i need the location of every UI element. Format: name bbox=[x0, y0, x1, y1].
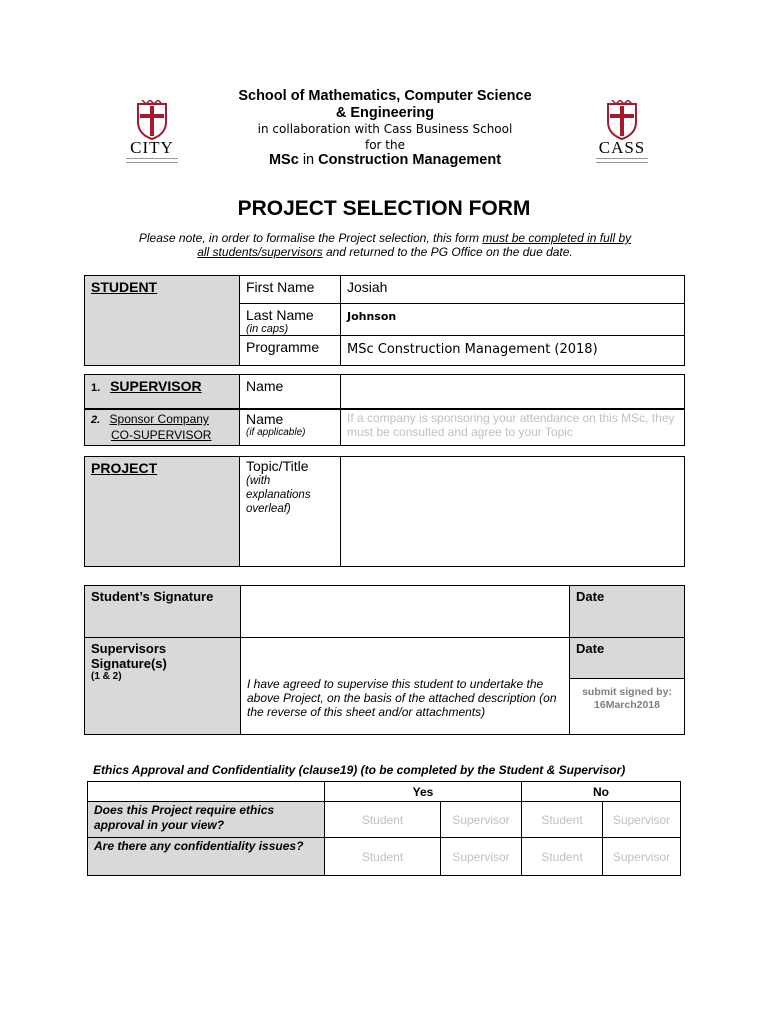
programme-value: MSc Construction Management (2018) bbox=[347, 342, 598, 357]
supervisors-signature-label: Supervisors Signature(s) bbox=[91, 641, 167, 671]
ethics-yes-student[interactable]: Student bbox=[325, 802, 441, 838]
topic-label-cell bbox=[240, 457, 341, 567]
ethics-no-supervisor[interactable]: Supervisor bbox=[603, 802, 681, 838]
confidentiality-yes-supervisor[interactable]: Supervisor bbox=[441, 838, 522, 876]
supervisor-name-label: Name bbox=[246, 378, 284, 394]
school-line-1: School of Mathematics, Computer Science bbox=[238, 88, 532, 104]
for-line: for the bbox=[364, 138, 405, 152]
school-name bbox=[200, 88, 570, 122]
sponsor-company-label: Sponsor Company bbox=[109, 412, 209, 426]
cass-logo-word: CASS bbox=[598, 138, 646, 157]
school-line-2: & Engineering bbox=[335, 105, 435, 121]
supervisor-name-label-cell bbox=[240, 375, 341, 409]
co-supervisor-number: 2. bbox=[91, 414, 101, 426]
city-crest-icon bbox=[136, 100, 168, 140]
supervisors-signature-hint: (1 & 2) bbox=[91, 671, 122, 682]
supervisor-label: SUPERVISOR bbox=[110, 378, 202, 394]
cass-crest-icon bbox=[606, 100, 638, 140]
confidentiality-yes-student[interactable]: Student bbox=[325, 838, 441, 876]
supervisors-date-box[interactable] bbox=[570, 638, 684, 679]
supervisors-signature-label-cell bbox=[85, 638, 241, 735]
last-name-field[interactable] bbox=[341, 304, 685, 336]
student-signature-label: Student’s Signature bbox=[91, 589, 214, 604]
topic-label: Topic/Title bbox=[246, 458, 309, 474]
supervisor-label-wrap bbox=[85, 375, 239, 397]
ethics-heading: Ethics Approval and Confidentiality (clause19) (to be completed by the Student & Supervisor) bbox=[93, 763, 626, 777]
submit-deadline-note: submit signed by: 16March2018 bbox=[582, 686, 672, 711]
student-signature-field[interactable] bbox=[241, 586, 570, 638]
form-title: PROJECT SELECTION FORM bbox=[237, 197, 531, 220]
note-part-1: Please note, in order to formalise the Project selection, this form bbox=[138, 231, 483, 245]
ethics-question: Does this Project require ethics approval in your view? bbox=[94, 803, 275, 832]
project-label-cell bbox=[85, 457, 240, 567]
programme-label: Programme bbox=[246, 339, 320, 355]
confidentiality-question: Are there any confidentiality issues? bbox=[94, 839, 304, 853]
co-supervisor-label-wrap bbox=[85, 410, 239, 445]
co-supervisor-placeholder: If a company is sponsoring your attendance on this MSc, they must be consulted and agree to your Topic bbox=[347, 411, 675, 439]
degree-abbr: MSc bbox=[268, 152, 299, 168]
ethics-no-student[interactable]: Student bbox=[522, 802, 603, 838]
degree-in: in bbox=[302, 152, 315, 168]
degree-line bbox=[200, 152, 570, 168]
last-name-label: Last Name bbox=[246, 307, 314, 323]
student-table bbox=[84, 275, 685, 366]
supervisor-name-field[interactable] bbox=[341, 375, 685, 409]
student-date-cell[interactable] bbox=[570, 586, 685, 638]
instructions-note bbox=[90, 231, 680, 259]
cass-logo-rule bbox=[596, 158, 648, 163]
supervisors-date-label: Date bbox=[576, 641, 605, 656]
cass-logo bbox=[592, 100, 652, 172]
co-supervisor-name-label-cell bbox=[240, 410, 341, 446]
first-name-label-cell bbox=[240, 276, 341, 304]
co-supervisor-label-cell bbox=[85, 410, 240, 446]
confidentiality-question-cell bbox=[88, 838, 325, 876]
student-section-cell bbox=[85, 276, 240, 366]
programme-label-cell bbox=[240, 336, 341, 366]
city-logo bbox=[122, 100, 182, 172]
first-name-label: First Name bbox=[246, 279, 315, 295]
note-underline-1: must be completed in full by bbox=[482, 231, 632, 245]
last-name-value: Johnson bbox=[347, 310, 397, 323]
student-signature-label-cell bbox=[85, 586, 241, 638]
first-name-field[interactable] bbox=[341, 276, 685, 304]
signature-table bbox=[84, 585, 685, 735]
co-supervisor-name-field[interactable] bbox=[341, 410, 685, 446]
project-section-label: PROJECT bbox=[91, 460, 158, 476]
topic-field[interactable] bbox=[341, 457, 685, 567]
co-supervisor-label: CO-SUPERVISOR bbox=[111, 428, 212, 442]
ethics-table bbox=[87, 781, 681, 876]
supervisors-signature-field[interactable] bbox=[241, 638, 570, 735]
supervisor-number: 1. bbox=[91, 382, 101, 394]
ethics-yes-supervisor[interactable]: Supervisor bbox=[441, 802, 522, 838]
degree-name: Construction Management bbox=[318, 152, 502, 168]
co-supervisor-name-label: Name bbox=[246, 411, 284, 427]
note-part-2: and returned to the PG Office on the due date. bbox=[322, 245, 573, 259]
city-logo-rule bbox=[126, 158, 178, 163]
confidentiality-no-supervisor[interactable]: Supervisor bbox=[603, 838, 681, 876]
supervisor-name-value bbox=[341, 375, 684, 381]
co-supervisor-table bbox=[84, 409, 685, 446]
project-table bbox=[84, 456, 685, 567]
supervisor-table bbox=[84, 374, 685, 409]
student-date-label: Date bbox=[576, 589, 605, 604]
agreement-text: I have agreed to supervise this student to undertake the above Project, on the basis of the attached description (on the reverse of this sheet and/or attachments) bbox=[247, 677, 557, 719]
yes-header: Yes bbox=[325, 782, 522, 802]
confidentiality-no-student[interactable]: Student bbox=[522, 838, 603, 876]
note-underline-2: all students/supervisors bbox=[197, 245, 323, 259]
last-name-label-cell bbox=[240, 304, 341, 336]
topic-hint: (with explanations overleaf) bbox=[246, 475, 311, 515]
supervisors-date-cell bbox=[570, 638, 685, 735]
no-header: No bbox=[522, 782, 681, 802]
co-supervisor-name-hint: (if applicable) bbox=[246, 427, 306, 438]
collaboration-text bbox=[200, 121, 570, 153]
ethics-question-cell bbox=[88, 802, 325, 838]
first-name-value: Josiah bbox=[347, 279, 388, 295]
collab-line: in collaboration with Cass Business School bbox=[257, 122, 513, 136]
topic-value bbox=[341, 457, 684, 463]
supervisor-label-cell bbox=[85, 375, 240, 409]
city-logo-word: CITY bbox=[130, 138, 174, 157]
last-name-hint: (in caps) bbox=[246, 323, 289, 335]
ethics-header-blank bbox=[88, 782, 325, 802]
student-section-label: STUDENT bbox=[91, 279, 158, 295]
programme-field[interactable] bbox=[341, 336, 685, 366]
